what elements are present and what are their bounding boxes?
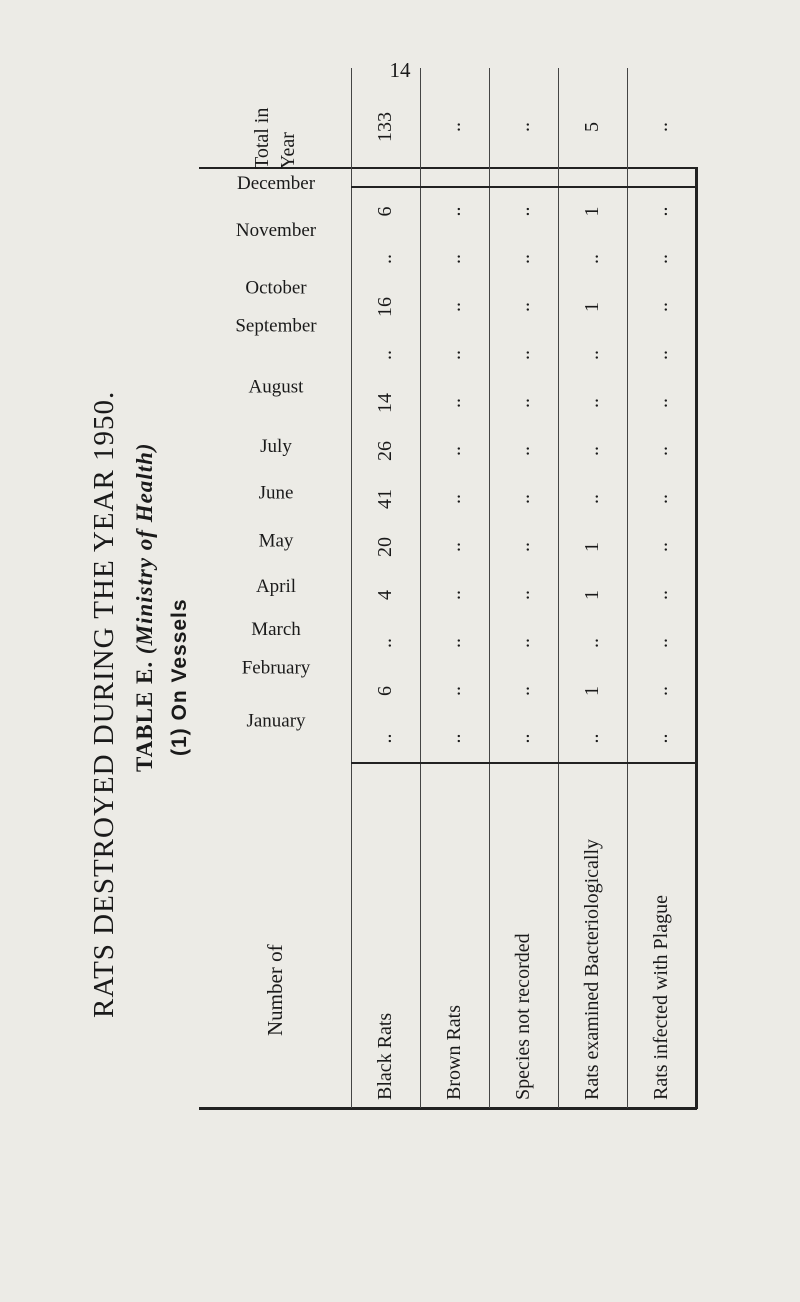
row-total: 5	[558, 68, 627, 187]
table-row	[627, 68, 695, 1108]
table-header-row	[199, 68, 352, 1108]
table-cell: ..	[649, 398, 672, 408]
table-cell: 4	[374, 590, 397, 600]
table-cell: ..	[581, 733, 604, 744]
table-caption	[132, 442, 158, 772]
header-total-in-year: Total in Year	[251, 107, 299, 169]
table-cell: 6	[374, 206, 397, 217]
table-cell: ..	[649, 446, 672, 456]
header-month-jul: July	[259, 436, 292, 458]
table-cell: 6	[374, 686, 397, 696]
table-cell: ..	[512, 302, 535, 312]
row-label: Rats examined Bacteriologically	[558, 763, 627, 1108]
table-cell: ..	[649, 302, 672, 312]
table-cell: ..	[581, 494, 604, 504]
row-total: ..	[627, 68, 695, 187]
row-label: Brown Rats	[420, 763, 489, 1108]
page-title: RATS DESTROYED DURING THE YEAR 1950.	[88, 390, 120, 1018]
table-cell: 1	[581, 302, 604, 312]
table-cell: ..	[581, 398, 604, 408]
table-cell: ..	[443, 590, 466, 600]
header-month-feb: February	[241, 657, 310, 679]
table-cell: ..	[443, 398, 466, 408]
table-cell: ..	[374, 638, 397, 648]
table-cell: ..	[512, 590, 535, 600]
table-cell: ..	[581, 446, 604, 456]
table-cell: ..	[443, 446, 466, 456]
header-month-jun: June	[258, 482, 293, 504]
row-total: 133	[352, 68, 421, 187]
header-month-apr: April	[255, 575, 296, 597]
table-cell: ..	[512, 350, 535, 360]
header-month-may: May	[258, 530, 293, 552]
table-cell: ..	[581, 254, 604, 264]
table-cell: ..	[649, 638, 672, 648]
table-cell: ..	[649, 494, 672, 504]
row-total: ..	[489, 68, 558, 187]
table-cell: ..	[512, 542, 535, 552]
header-month-oct: October	[244, 277, 307, 299]
header-number-of: Number of	[262, 944, 287, 1036]
table-label: TABLE E.	[132, 660, 157, 772]
table-cell: ..	[374, 350, 397, 360]
table-cell: ..	[443, 302, 466, 312]
table-cell: 1	[581, 542, 604, 552]
header-month-dec: December	[236, 172, 315, 194]
table-cell: 1	[581, 206, 604, 217]
table-cell: ..	[443, 686, 466, 696]
table-cell: ..	[374, 733, 397, 744]
header-month-nov: November	[235, 219, 316, 241]
table-cell: ..	[649, 542, 672, 552]
table-cell: ..	[649, 733, 672, 744]
table-cell: ..	[443, 350, 466, 360]
table-cell: ..	[443, 733, 466, 744]
table-cell: ..	[649, 350, 672, 360]
page-number: 14	[389, 58, 411, 82]
header-month-sep: September	[234, 315, 317, 337]
row-label: Black Rats	[352, 763, 421, 1108]
section-heading: (1) On Vessels	[168, 598, 191, 756]
table-cell: ..	[512, 733, 535, 744]
table-cell: ..	[443, 638, 466, 648]
table-cell: ..	[443, 494, 466, 504]
table-cell: ..	[649, 686, 672, 696]
rats-table-container	[199, 107, 695, 1108]
table-cell: ..	[512, 254, 535, 264]
table-cell: 1	[581, 590, 604, 600]
table-cell: 14	[374, 393, 397, 413]
table-cell: ..	[512, 638, 535, 648]
table-cell: ..	[649, 206, 672, 217]
rats-destroyed-table	[199, 68, 695, 1108]
table-cell: 20	[374, 537, 397, 557]
table-row	[420, 68, 489, 1108]
table-cell: ..	[443, 254, 466, 264]
table-cell: 26	[374, 441, 397, 461]
row-total: ..	[420, 68, 489, 187]
row-label: Rats infected with Plague	[627, 763, 695, 1108]
table-cell: 16	[374, 297, 397, 317]
table-frame-right	[695, 167, 698, 1109]
table-cell: ..	[581, 350, 604, 360]
header-month-aug: August	[248, 376, 303, 398]
header-month-jan: January	[245, 710, 306, 732]
table-row	[352, 68, 421, 1108]
table-cell: ..	[649, 254, 672, 264]
table-cell: ..	[649, 590, 672, 600]
table-cell: ..	[512, 446, 535, 456]
table-cell: 41	[374, 489, 397, 509]
table-cell: ..	[512, 398, 535, 408]
table-credit: (Ministry of Health)	[132, 442, 157, 655]
row-label: Species not recorded	[489, 763, 558, 1108]
table-row	[558, 68, 627, 1108]
table-cell: ..	[443, 542, 466, 552]
table-cell: ..	[443, 206, 466, 217]
table-cell: ..	[581, 638, 604, 648]
table-cell: 1	[581, 686, 604, 696]
table-cell: ..	[512, 206, 535, 217]
table-cell: ..	[374, 254, 397, 264]
table-row	[489, 68, 558, 1108]
header-month-mar: March	[250, 619, 301, 641]
table-cell: ..	[512, 494, 535, 504]
table-cell: ..	[512, 686, 535, 696]
